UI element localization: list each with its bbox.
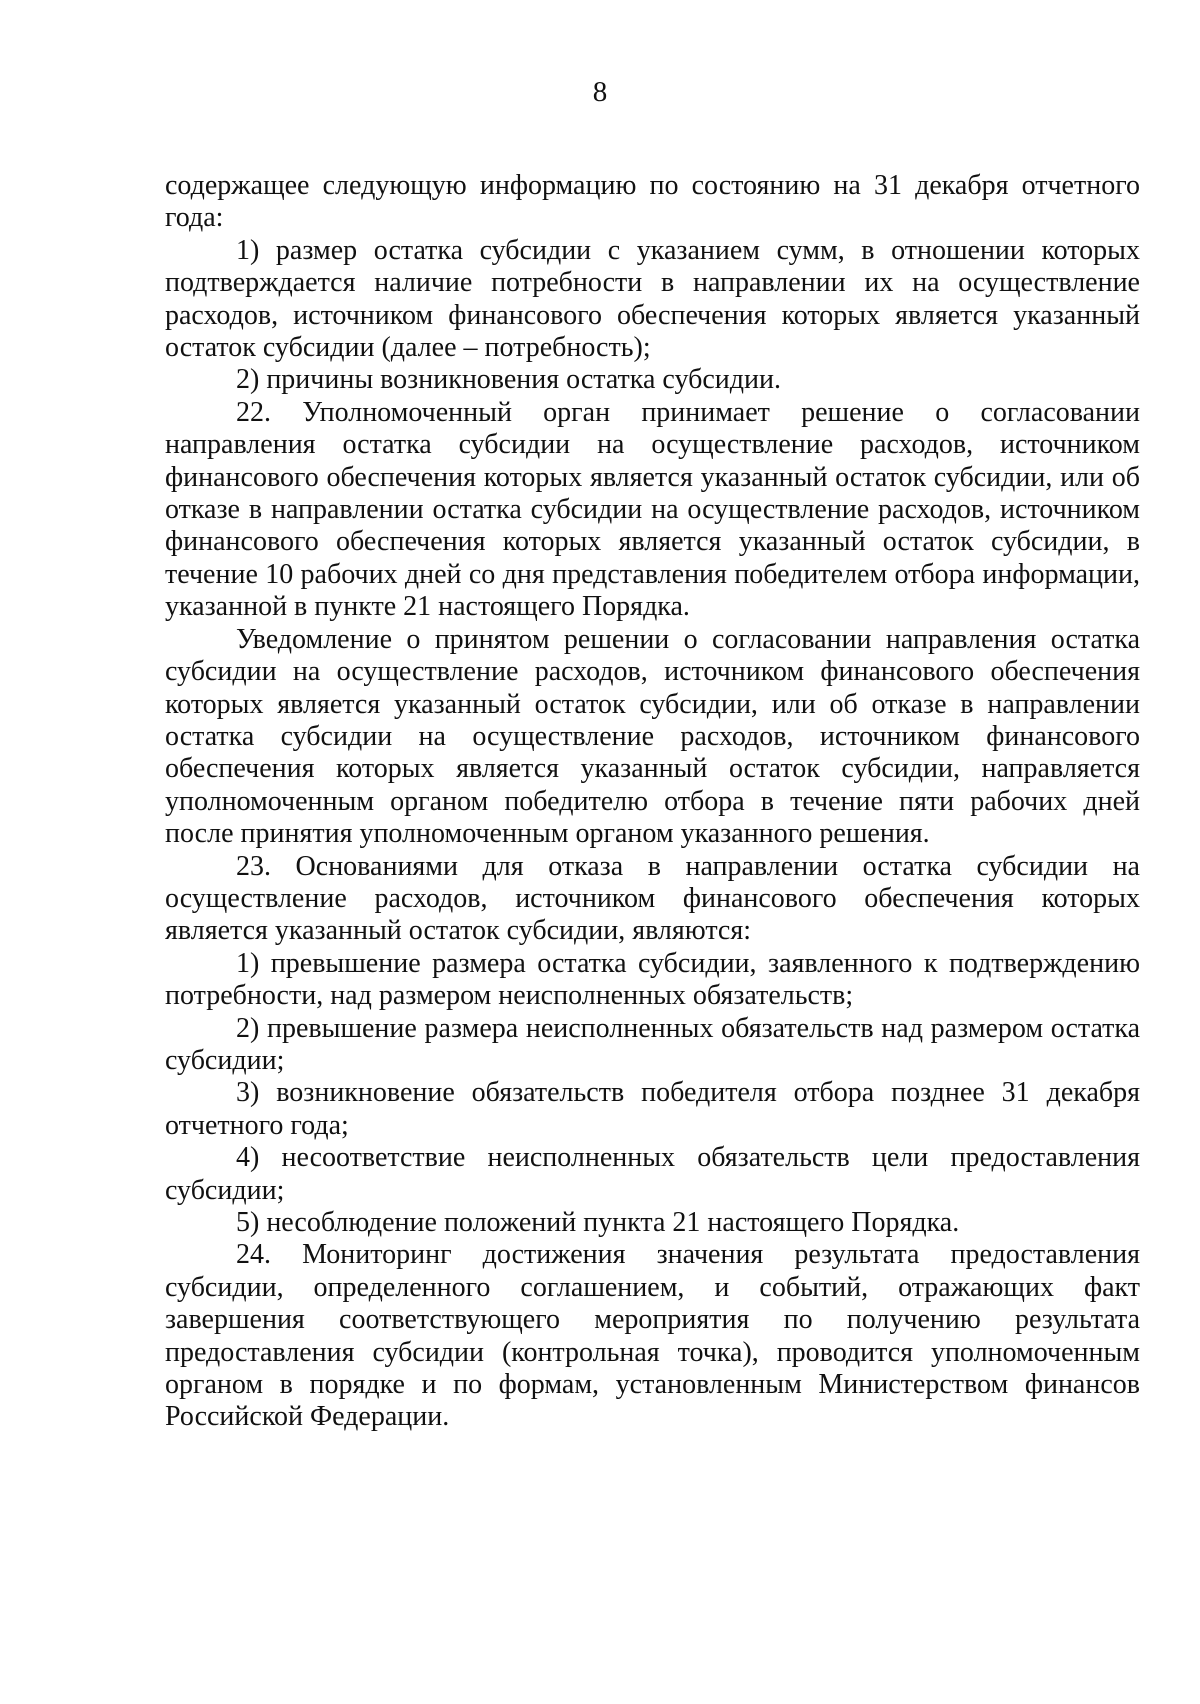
paragraph-clause-22: 22. Уполномоченный орган принимает решение о согласовании направления остатка субсидии на осуществление расходов, источником финансового обеспечения которых является указанный остаток субсидии, или об отказе в направлении остатка субсидии на осуществление расходов, источником финансового обеспечения которых является указанный остаток субсидии, в течение 10 рабочих дней со дня представления победителем отбора информации, указанной в пункте 21 настоящего Порядка. bbox=[165, 396, 1140, 623]
paragraph-refusal-ground-4: 4) несоответствие неисполненных обязательств цели предоставления субсидии; bbox=[165, 1142, 1140, 1206]
paragraph-continuation: содержащее следующую информацию по состоянию на 31 декабря отчетного года: bbox=[165, 170, 1140, 234]
paragraph-clause-23: 23. Основаниями для отказа в направлении остатка субсидии на осуществление расходов, источником финансового обеспечения которых является указанный остаток субсидии, являются: bbox=[165, 850, 1140, 947]
paragraph-refusal-ground-2: 2) превышение размера неисполненных обязательств над размером остатка субсидии; bbox=[165, 1012, 1140, 1076]
page-number: 8 bbox=[592, 76, 608, 108]
paragraph-refusal-ground-1: 1) превышение размера остатка субсидии, заявленного к подтверждению потребности, над размером неисполненных обязательств; bbox=[165, 947, 1140, 1012]
paragraph-refusal-ground-5: 5) несоблюдение положений пункта 21 настоящего Порядка. bbox=[236, 1207, 960, 1238]
paragraph-item-1-remaining-amount: 1) размер остатка субсидии с указанием сумм, в отношении которых подтверждается наличие потребности в направлении их на осуществление расходов, источником финансового обеспечения которых является указанный остаток субсидии (далее – потребность); bbox=[165, 234, 1140, 364]
paragraph-item-2-reasons: 2) причины возникновения остатка субсидии. bbox=[236, 364, 781, 396]
document-body bbox=[165, 170, 1140, 1434]
paragraph-refusal-ground-3: 3) возникновение обязательств победителя отбора позднее 31 декабря отчетного года; bbox=[165, 1077, 1140, 1141]
paragraph-clause-24: 24. Мониторинг достижения значения результата предоставления субсидии, определенного соглашением, и событий, отражающих факт завершения соответствующего мероприятия по получению результата предоставления субсидии (контрольная точка), проводится уполномоченным органом в порядке и по формам, установленным Министерством финансов Российской Федерации. bbox=[165, 1239, 1140, 1433]
paragraph-notification: Уведомление о принятом решении о согласовании направления остатка субсидии на осуществление расходов, источником финансового обеспечения которых является указанный остаток субсидии, или об отказе в направлении остатка субсидии на осуществление расходов, источником финансового обеспечения которых является указанный остаток субсидии, направляется уполномоченным органом победителю отбора в течение пяти рабочих дней после принятия уполномоченным органом указанного решения. bbox=[165, 623, 1140, 850]
